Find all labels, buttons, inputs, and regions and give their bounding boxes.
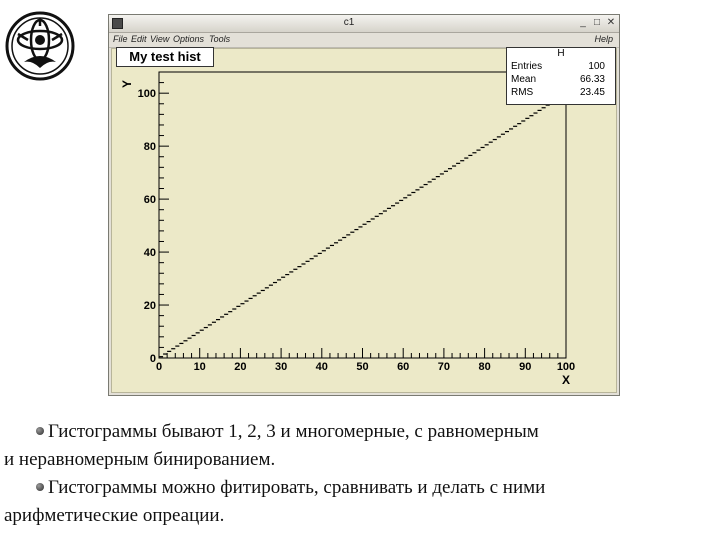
y-tick-label: 100 bbox=[137, 88, 156, 101]
bullet-icon bbox=[36, 427, 44, 435]
y-tick-label: 80 bbox=[143, 141, 156, 154]
stats-mean-value: 66.33 bbox=[579, 74, 605, 85]
menu-edit[interactable]: Edit bbox=[131, 34, 147, 44]
y-tick-label: 60 bbox=[143, 194, 156, 207]
x-tick-label: 70 bbox=[437, 361, 451, 373]
histogram-title: My test hist bbox=[116, 47, 214, 67]
stats-box bbox=[506, 47, 616, 105]
x-tick-label: 10 bbox=[193, 361, 206, 373]
menu-options[interactable]: Options bbox=[173, 34, 205, 44]
menu-help[interactable]: Help bbox=[594, 34, 613, 44]
window-title: c1 bbox=[343, 17, 355, 28]
stats-entries-label: Entries bbox=[511, 61, 543, 72]
x-tick-label: 100 bbox=[556, 361, 576, 373]
stats-mean-row bbox=[507, 73, 615, 86]
x-tick-label: 80 bbox=[478, 361, 491, 373]
y-tick-label: 0 bbox=[149, 353, 156, 365]
x-tick-label: 20 bbox=[234, 361, 247, 373]
stats-rms-label: RMS bbox=[511, 87, 534, 98]
y-tick-label: 40 bbox=[143, 247, 156, 260]
x-tick-label: 50 bbox=[356, 361, 369, 373]
stats-rms-value: 23.45 bbox=[579, 87, 605, 98]
x-axis-label: X bbox=[562, 373, 571, 387]
x-tick-label: 90 bbox=[519, 361, 532, 373]
minimize-icon[interactable]: _ bbox=[580, 17, 586, 28]
bullet1-line1: Гистограммы бывают 1, 2, 3 и многомерные, с равномерным bbox=[48, 421, 539, 442]
stats-mean-label: Mean bbox=[511, 74, 537, 85]
x-axis-tick-labels bbox=[156, 361, 575, 373]
plot-frame bbox=[159, 72, 566, 358]
y-axis-tick-labels bbox=[138, 88, 156, 365]
stats-entries-row bbox=[507, 60, 615, 73]
x-tick-label: 30 bbox=[274, 361, 288, 373]
x-tick-label: 40 bbox=[315, 361, 328, 373]
stats-entries-value: 100 bbox=[588, 61, 605, 72]
y-tick-label: 20 bbox=[143, 300, 156, 313]
bullet-icon bbox=[36, 483, 44, 491]
maximize-icon[interactable]: □ bbox=[593, 17, 601, 28]
menu-file[interactable]: File bbox=[113, 34, 128, 44]
bullet2-line1: Гистограммы можно фитировать, сравнивать и делать с ними bbox=[48, 477, 546, 498]
y-axis-label: Y bbox=[120, 79, 134, 88]
x-tick-label: 0 bbox=[155, 361, 163, 373]
bullet2-line2: арифметические опреации. bbox=[4, 505, 225, 526]
stats-rms-row bbox=[507, 86, 615, 99]
bullet1-line2: и неравномерным бинированием. bbox=[4, 449, 276, 470]
menu-view[interactable]: View bbox=[150, 34, 170, 44]
menu-tools[interactable]: Tools bbox=[209, 34, 231, 44]
close-icon[interactable]: ✕ bbox=[606, 17, 616, 28]
x-tick-label: 60 bbox=[397, 361, 410, 373]
slide-text bbox=[4, 418, 706, 530]
stats-name: H bbox=[557, 48, 565, 59]
